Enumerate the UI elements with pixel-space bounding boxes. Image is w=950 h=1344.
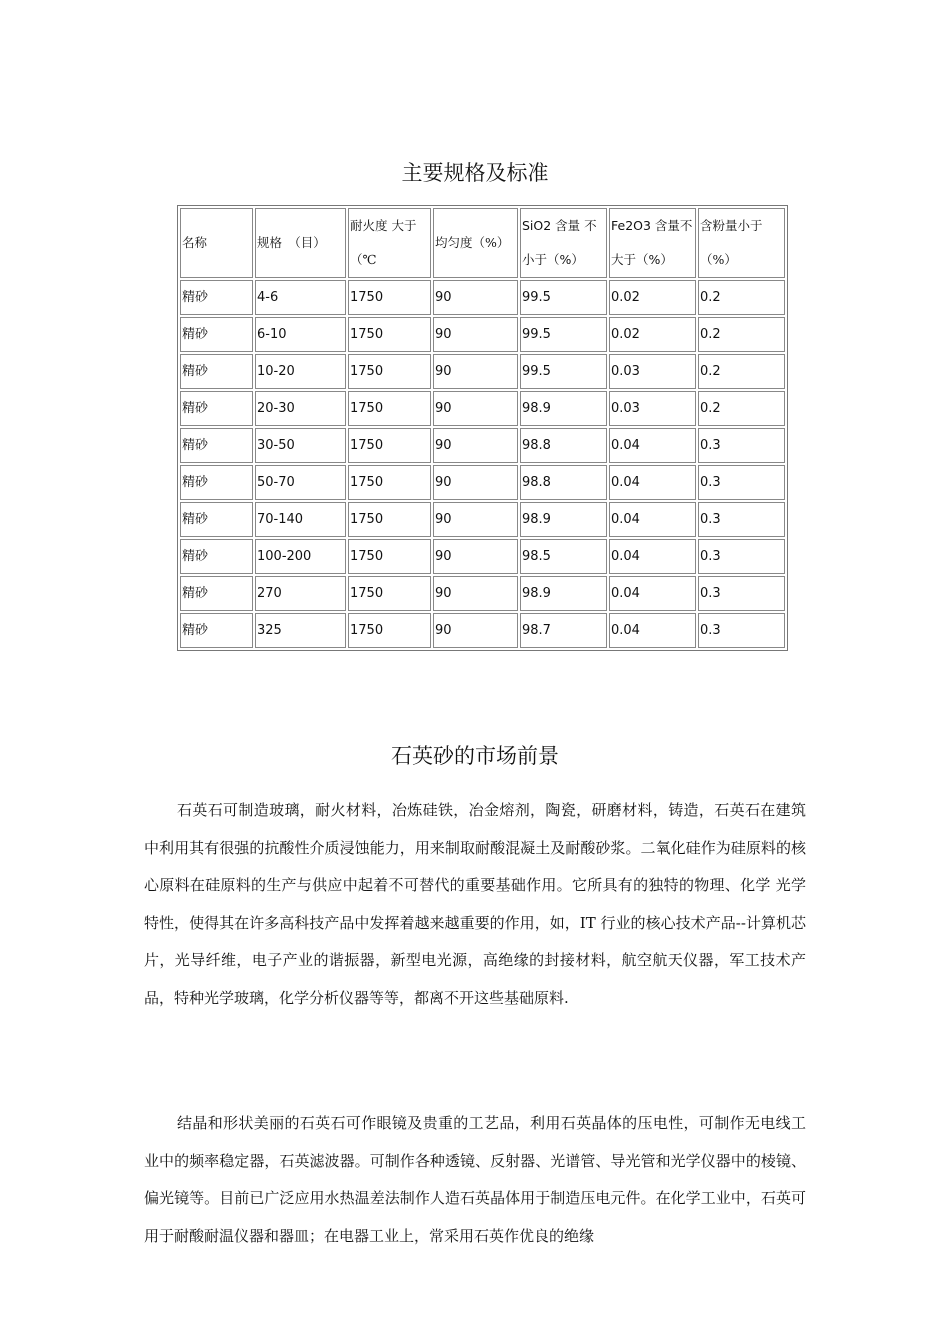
cell-fe2o3: 0.04 (609, 428, 696, 463)
cell-powder: 0.3 (698, 576, 785, 611)
cell-fe2o3: 0.02 (609, 280, 696, 315)
cell-uniformity: 90 (433, 576, 518, 611)
spec-table-title: 主要规格及标准 (401, 161, 549, 185)
cell-spec: 50-70 (255, 465, 346, 500)
table-row (180, 428, 785, 463)
cell-refractoriness: 1750 (348, 428, 431, 463)
cell-refractoriness: 1750 (348, 539, 431, 574)
cell-fe2o3: 0.04 (609, 539, 696, 574)
cell-sio2: 98.5 (520, 539, 607, 574)
cell-fe2o3: 0.03 (609, 391, 696, 426)
cell-uniformity: 90 (433, 354, 518, 389)
cell-spec: 70-140 (255, 502, 346, 537)
cell-sio2: 99.5 (520, 280, 607, 315)
cell-refractoriness: 1750 (348, 465, 431, 500)
cell-sio2: 98.8 (520, 465, 607, 500)
cell-name: 精砂 (180, 502, 253, 537)
cell-spec: 10-20 (255, 354, 346, 389)
cell-sio2: 98.8 (520, 428, 607, 463)
cell-sio2: 99.5 (520, 354, 607, 389)
cell-uniformity: 90 (433, 317, 518, 352)
cell-powder: 0.3 (698, 539, 785, 574)
cell-name: 精砂 (180, 613, 253, 648)
table-row (180, 354, 785, 389)
cell-fe2o3: 0.04 (609, 576, 696, 611)
cell-spec: 20-30 (255, 391, 346, 426)
cell-name: 精砂 (180, 465, 253, 500)
table-row (180, 391, 785, 426)
header-sio2: SiO2 含量 不小于（%） (520, 208, 607, 278)
cell-sio2: 98.9 (520, 576, 607, 611)
cell-sio2: 98.9 (520, 391, 607, 426)
cell-spec: 325 (255, 613, 346, 648)
table-row (180, 502, 785, 537)
cell-refractoriness: 1750 (348, 354, 431, 389)
cell-refractoriness: 1750 (348, 576, 431, 611)
cell-uniformity: 90 (433, 465, 518, 500)
header-fe2o3: Fe2O3 含量不大于（%） (609, 208, 696, 278)
cell-powder: 0.2 (698, 391, 785, 426)
cell-powder: 0.3 (698, 613, 785, 648)
table-row (180, 317, 785, 352)
cell-spec: 270 (255, 576, 346, 611)
cell-sio2: 98.7 (520, 613, 607, 648)
cell-spec: 30-50 (255, 428, 346, 463)
cell-refractoriness: 1750 (348, 502, 431, 537)
cell-powder: 0.2 (698, 280, 785, 315)
cell-uniformity: 90 (433, 502, 518, 537)
cell-refractoriness: 1750 (348, 317, 431, 352)
market-section-title: 石英砂的市场前景 (391, 744, 559, 768)
cell-name: 精砂 (180, 391, 253, 426)
cell-name: 精砂 (180, 428, 253, 463)
cell-spec: 4-6 (255, 280, 346, 315)
cell-name: 精砂 (180, 354, 253, 389)
header-uniformity: 均匀度（%） (433, 208, 518, 278)
cell-uniformity: 90 (433, 428, 518, 463)
cell-powder: 0.2 (698, 354, 785, 389)
cell-powder: 0.3 (698, 428, 785, 463)
cell-spec: 6-10 (255, 317, 346, 352)
header-powder: 含粉量小于（%） (698, 208, 785, 278)
header-refractoriness: 耐火度 大于（℃ (348, 208, 431, 278)
cell-powder: 0.2 (698, 317, 785, 352)
cell-refractoriness: 1750 (348, 280, 431, 315)
market-paragraph-1: 石英石可制造玻璃，耐火材料，冶炼硅铁，冶金熔剂，陶瓷，研磨材料，铸造，石英石在建筑中利用其有很强的抗酸性介质浸蚀能力，用来制取耐酸混凝土及耐酸砂浆。二氧化硅作为硅原料的核心原料在硅原料的生产与供应中起着不可替代的重要基础作用。它所具有的独特的物理、化学 光学特性，使得其在许多高科技产品中发挥着越来越重要的作用，如，IT 行业的核心技术产品--计算机芯片，光导纤维，电子产业的谐振器，新型电光源，高绝缘的封接材料，航空航天仪器，军工技术产品，特种光学玻璃，化学分析仪器等等，都离不开这些基础原料. (144, 801, 806, 1007)
header-name: 名称 (180, 208, 253, 278)
market-paragraph-2: 结晶和形状美丽的石英石可作眼镜及贵重的工艺品，利用石英晶体的压电性，可制作无电线工业中的频率稳定器，石英滤波器。可制作各种透镜、反射器、光谱管、导光管和光学仪器中的棱镜、偏光镜等。目前已广泛应用水热温差法制作人造石英晶体用于制造压电元件。在化学工业中，石英可用于耐酸耐温仪器和器皿；在电器工业上，常采用石英作优良的绝缘 (144, 1114, 806, 1245)
cell-name: 精砂 (180, 317, 253, 352)
cell-sio2: 99.5 (520, 317, 607, 352)
cell-fe2o3: 0.04 (609, 465, 696, 500)
table-row (180, 539, 785, 574)
spec-table (177, 205, 788, 651)
table-row (180, 613, 785, 648)
table-row (180, 576, 785, 611)
cell-refractoriness: 1750 (348, 613, 431, 648)
header-spec: 规格 （目） (255, 208, 346, 278)
cell-uniformity: 90 (433, 539, 518, 574)
cell-refractoriness: 1750 (348, 391, 431, 426)
cell-name: 精砂 (180, 576, 253, 611)
cell-uniformity: 90 (433, 280, 518, 315)
cell-powder: 0.3 (698, 465, 785, 500)
cell-uniformity: 90 (433, 613, 518, 648)
cell-name: 精砂 (180, 539, 253, 574)
cell-name: 精砂 (180, 280, 253, 315)
table-header-row (180, 208, 785, 278)
cell-uniformity: 90 (433, 391, 518, 426)
table-row (180, 465, 785, 500)
cell-fe2o3: 0.02 (609, 317, 696, 352)
cell-fe2o3: 0.03 (609, 354, 696, 389)
cell-fe2o3: 0.04 (609, 502, 696, 537)
cell-fe2o3: 0.04 (609, 613, 696, 648)
cell-spec: 100-200 (255, 539, 346, 574)
cell-powder: 0.3 (698, 502, 785, 537)
cell-sio2: 98.9 (520, 502, 607, 537)
table-row (180, 280, 785, 315)
